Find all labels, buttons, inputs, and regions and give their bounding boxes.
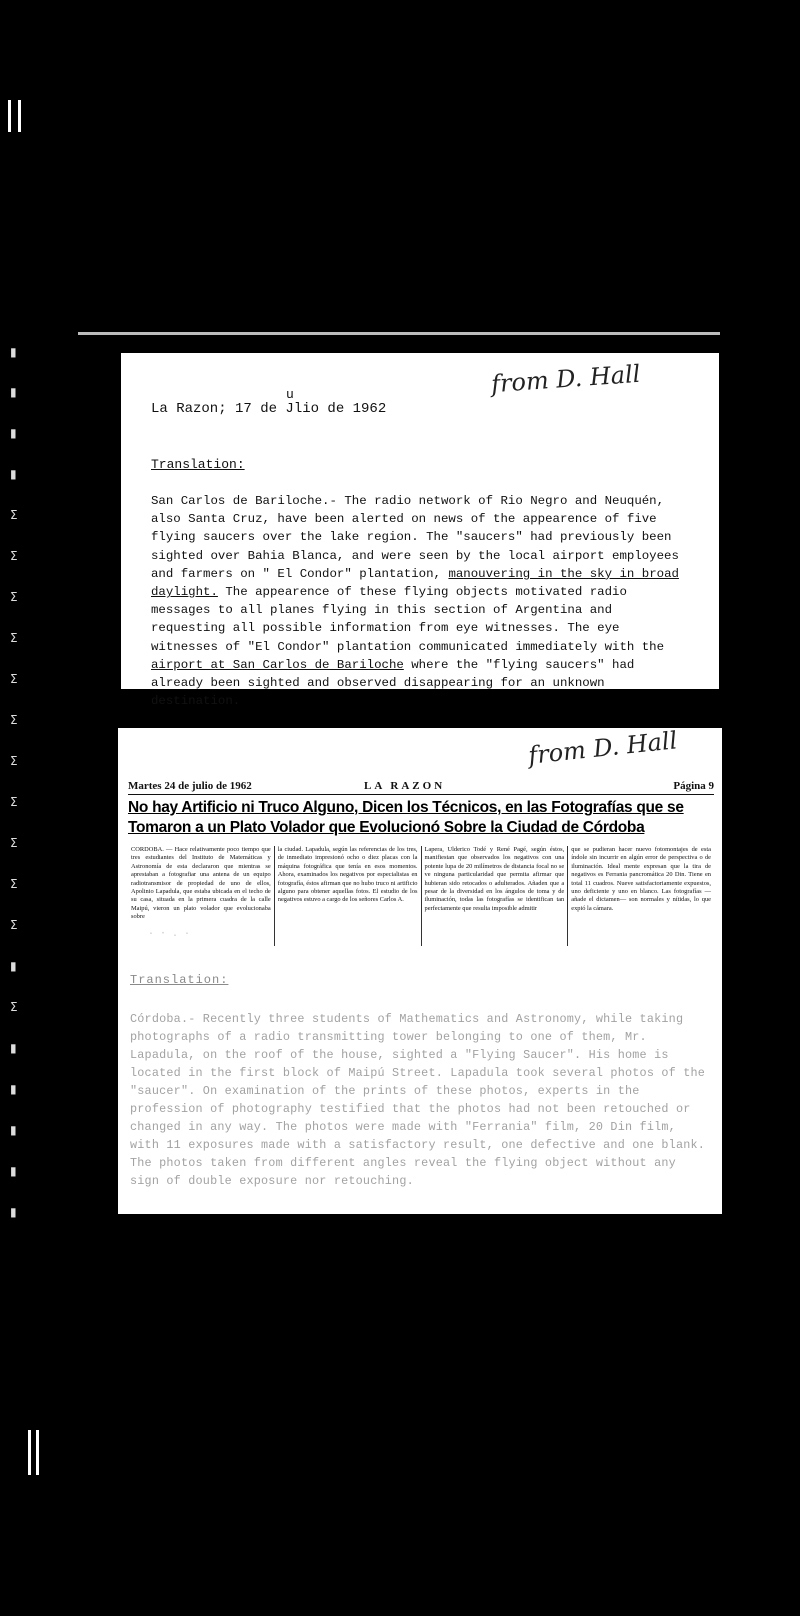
sprocket-hole-icon: Σ bbox=[10, 836, 18, 850]
sprocket-hole-icon: ▮ bbox=[10, 1205, 17, 1219]
paragraph-segment: The appearence of these flying objects motivated radio messages to all planes flying in this section of Argentina and requesting all possible information from eye witnesses. The eye witnesses of "El Condor" plantation communicated immediately with the bbox=[151, 585, 665, 654]
newspaper-clipping bbox=[128, 780, 714, 950]
clipping-sheet-2 bbox=[118, 728, 722, 1214]
underlined-phrase: airport at San Carlos de Bariloche bbox=[151, 657, 404, 672]
clipping-masthead bbox=[128, 780, 714, 795]
clipping-date: Martes 24 de julio de 1962 bbox=[128, 780, 252, 792]
clipping-headline: No hay Artificio ni Truco Alguno, Dicen los Técnicos, en las Fotografías que se Tomaron a un Plato Volador que Evolucionó Sobre la Ciudad de Córdoba bbox=[128, 799, 684, 836]
translation-sheet-1 bbox=[121, 353, 719, 709]
sprocket-hole-icon: Σ bbox=[10, 918, 18, 932]
sprocket-hole-icon: Σ bbox=[10, 508, 18, 522]
clipping-column: CORDOBA. — Hace relativamente poco tiempo que tres estudiantes del Instituto de Matemáticas y Astronomía de esta declararon que mientras se aprestaban a fotografiar una antena de un equipo radiotransmisor de propiedad de uno de ellos, Apolinio Lapadula, que estaba ubicada en el techo de su casa, situada en la primera cuadra de la calle Maipú, vieron un plato volador que evolucionaba sobre bbox=[128, 846, 275, 946]
clipping-column: la ciudad. Lapadula, según las referencias de los tres, de inmediato impresionó ocho o diez placas con la máquina fotográfica que tenía en esos momentos. Ahora, examinados los negativos por especialistas en fotografía, éstos afirman que no hubo truco ni artificio alguno para obtener aquellas fotos. El estudio de los negativos estuvo a cargo de los señores Carlos A. bbox=[275, 846, 422, 946]
sprocket-hole-icon: Σ bbox=[10, 590, 18, 604]
sprocket-hole-icon: ▮ bbox=[10, 345, 17, 359]
paragraph-segment: where the "flying saucers" had already been sighted and observed disappearing for an unknown destination. bbox=[151, 657, 635, 709]
sprocket-hole-icon: Σ bbox=[10, 1000, 18, 1014]
sprocket-hole-icon: Σ bbox=[10, 672, 18, 686]
sprocket-hole-icon: ▮ bbox=[10, 385, 17, 399]
clipping-paper: LA RAZON bbox=[364, 780, 446, 792]
frame-top-rule bbox=[78, 332, 720, 335]
sprocket-hole-icon: Σ bbox=[10, 713, 18, 727]
dateline-text: La Razon; 17 de Jlio de 1962 bbox=[151, 401, 387, 417]
translation-paragraph bbox=[151, 492, 691, 710]
translation-body bbox=[151, 492, 691, 710]
underlined-phrase: manouvering in the sky in broad daylight. bbox=[151, 566, 679, 600]
handwritten-note: from D. Hall bbox=[526, 726, 679, 770]
sprocket-hole-icon: ▮ bbox=[10, 1041, 17, 1055]
clipping-column: Lapera, Ulderico Todé y René Pagé, según éstos, manifiestan que observados los negativos con una potente lupa de 20 milímetros de distancia focal no se ve ninguna particularidad que permita afirmar que hubieran sido retocados o adulterados. Añaden que a pesar de la diversidad en los ángulos de toma y de iluminación, todas las fotografías se identifican tan perfectamente que resulta imposible admitir bbox=[422, 846, 569, 946]
sprocket-hole-icon: ▮ bbox=[10, 1123, 17, 1137]
paragraph-segment: San Carlos de Bariloche.- The radio network of Rio Negro and Neuquén, also Santa Cruz, have been alerted on news of the appearence of five flying saucers over the lake region. The "saucers" had previously been sighted over Bahia Blanca, and were seen by the local airport employees and farmers on " El Condor" plantation, bbox=[151, 494, 679, 581]
sprocket-hole-icon: ▮ bbox=[10, 426, 17, 440]
scan-speckle: · ⋅ . · bbox=[148, 929, 191, 940]
handwritten-note: from D. Hall bbox=[490, 359, 642, 399]
dateline bbox=[151, 387, 387, 417]
faded-translation-body: Córdoba.- Recently three students of Mathematics and Astronomy, while taking photographs of a radio transmitting tower belonging to one of them, Mr. Lapadula, on the roof of the house, sighted a "Flying Saucer". His home is located in the first block of Maipú Street. Lapadula took several photos of the "saucer". On examination of the prints of these photos, experts in the profession of photography testified that the photos had not been retouched or changed in any way. The photos were made with "Ferrania" film, 20 Din film, with 11 exposures made with a satisfactory result, one defective and one blank. The photos taken from different angles reveal the flying object without any sign of double exposure nor retouching. bbox=[130, 1012, 706, 1188]
clipping-columns bbox=[128, 846, 714, 946]
sprocket-hole-icon: ▮ bbox=[10, 1082, 17, 1096]
translation-heading: Translation: bbox=[151, 457, 245, 472]
film-edge-mark bbox=[36, 1430, 39, 1475]
sprocket-hole-icon: Σ bbox=[10, 549, 18, 563]
clipping-page: Página 9 bbox=[673, 780, 714, 792]
dateline-correction: u bbox=[286, 387, 294, 402]
film-edge-mark bbox=[28, 1430, 31, 1475]
sprocket-hole-icon: Σ bbox=[10, 795, 18, 809]
sprocket-hole-icon: ▮ bbox=[10, 467, 17, 481]
sprocket-hole-icon: Σ bbox=[10, 754, 18, 768]
sprocket-hole-icon: Σ bbox=[10, 877, 18, 891]
faded-translation-heading: Translation: bbox=[130, 973, 229, 987]
film-edge-mark bbox=[18, 100, 21, 132]
sprocket-hole-icon: Σ bbox=[10, 631, 18, 645]
clipping-column: que se pudieran hacer nuevo fotomontajes de esta índole sin incurrir en algún error de perspectiva o de iluminación. Ideal mente expresan que la tira de negativos es Ferrania pancromática 20 Din. Tiene en total 11 cuadros. Nueve satisfactoriamente expuestos, uno deficiente y uno en blanco. Las fotografías —añade el dictamen— son normales y nítidas, lo que expió la cámara. bbox=[571, 846, 711, 912]
sprocket-hole-icon: ▮ bbox=[10, 959, 17, 973]
sprocket-hole-icon: ▮ bbox=[10, 1164, 17, 1178]
film-edge-mark bbox=[8, 100, 11, 132]
